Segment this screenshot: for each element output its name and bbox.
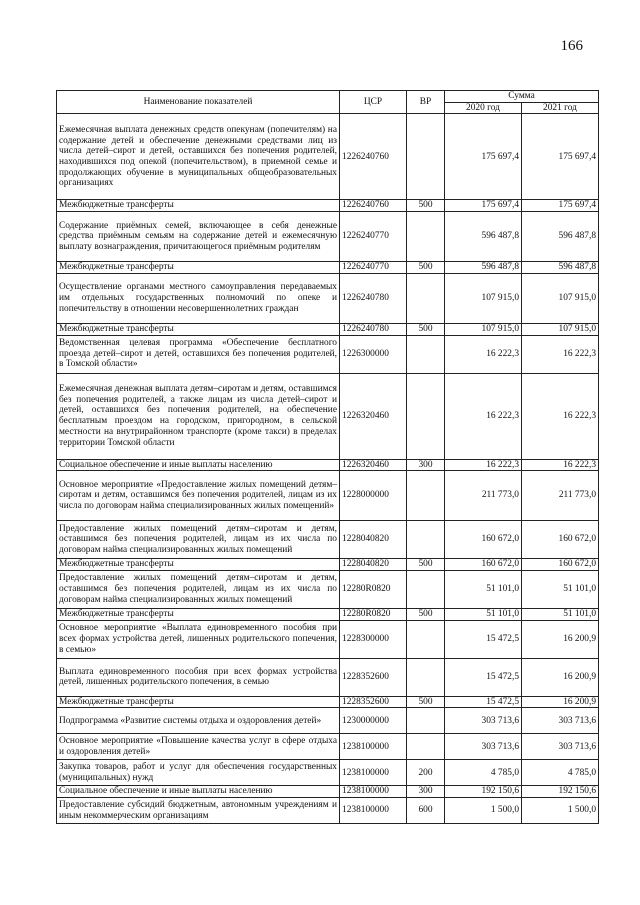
row-name-cell: Предоставление жилых помещений детям–сиротам и детям, оставшимся без попечения родителей, лицам из их числа по договорам найма специализированных жилых помещений	[57, 571, 340, 609]
row-name-cell: Ежемесячная денежная выплата детям–сиротам и детям, оставшимся без попечения родителей, а также лицам из числа детей–сирот и детей, оставшихся без попечения родителей, на обеспечение бесплатным проездом на городском, пригородном, в сельской местности на внутрирайонном транспорте (кроме такси) в пределах территории Томской области	[57, 373, 340, 459]
row-2021-cell: 160 672,0	[522, 521, 599, 559]
row-csr-cell: 1228352600	[340, 696, 407, 708]
row-2020-cell: 303 713,6	[445, 734, 522, 760]
row-name-cell: Основное мероприятие «Повышение качества услуг в сфере отдыха и оздоровления детей»	[57, 734, 340, 760]
row-vr-cell	[407, 521, 445, 559]
row-2020-cell: 16 222,3	[445, 459, 522, 471]
row-2020-cell: 160 672,0	[445, 559, 522, 571]
row-2020-cell: 15 472,5	[445, 658, 522, 696]
row-vr-cell	[407, 373, 445, 459]
table-row	[57, 114, 599, 200]
row-2021-cell: 160 672,0	[522, 559, 599, 571]
row-name-cell: Основное мероприятие «Выплата единовременного пособия при всех формах устройства детей, лишенных родительского попечения, в семью»	[57, 620, 340, 658]
row-vr-cell: 500	[407, 609, 445, 621]
row-vr-cell	[407, 571, 445, 609]
row-2020-cell: 596 487,8	[445, 262, 522, 274]
row-name-cell: Предоставление жилых помещений детям–сиротам и детям, оставшимся без попечения родителей, лицам из их числа по договорам найма специализированных жилых помещений	[57, 521, 340, 559]
table-row	[57, 760, 599, 786]
row-name-cell: Социальное обеспечение и иные выплаты населению	[57, 459, 340, 471]
row-csr-cell: 1238100000	[340, 798, 407, 824]
header-name: Наименование показателей	[57, 91, 340, 114]
table-row	[57, 212, 599, 262]
row-2020-cell: 596 487,8	[445, 212, 522, 262]
table-row	[57, 262, 599, 274]
row-vr-cell	[407, 273, 445, 323]
row-name-cell: Межбюджетные трансферты	[57, 200, 340, 212]
row-csr-cell: 1238100000	[340, 760, 407, 786]
row-vr-cell: 500	[407, 696, 445, 708]
row-vr-cell: 200	[407, 760, 445, 786]
table-row	[57, 273, 599, 323]
row-2021-cell: 303 713,6	[522, 708, 599, 734]
table-row	[57, 609, 599, 621]
row-2021-cell: 16 200,9	[522, 620, 599, 658]
header-year-2020: 2020 год	[445, 102, 522, 114]
row-2021-cell: 175 697,4	[522, 200, 599, 212]
table-row	[57, 696, 599, 708]
row-name-cell: Закупка товаров, работ и услуг для обеспечения государственных (муниципальных) нужд	[57, 760, 340, 786]
row-vr-cell: 300	[407, 786, 445, 798]
row-2021-cell: 16 222,3	[522, 373, 599, 459]
table-row	[57, 786, 599, 798]
row-vr-cell: 600	[407, 798, 445, 824]
row-2020-cell: 15 472,5	[445, 696, 522, 708]
table-row	[57, 798, 599, 824]
row-2021-cell: 1 500,0	[522, 798, 599, 824]
table-row	[57, 658, 599, 696]
row-2021-cell: 596 487,8	[522, 262, 599, 274]
row-name-cell: Ежемесячная выплата денежных средств опекунам (попечителям) на содержание детей и обеспечение денежными средствами лиц из числа детей–сирот и детей, оставшихся без попечения родителей, находившихся под опекой (попечительством), в приемной семье и продолжающих обучение в муниципальных общеобразовательных организациях	[57, 114, 340, 200]
page-number: 166	[560, 38, 583, 54]
row-csr-cell: 1226240770	[340, 262, 407, 274]
row-csr-cell: 1230000000	[340, 708, 407, 734]
row-csr-cell: 1228040820	[340, 521, 407, 559]
row-name-cell: Межбюджетные трансферты	[57, 262, 340, 274]
row-csr-cell: 12280R0820	[340, 609, 407, 621]
row-2020-cell: 4 785,0	[445, 760, 522, 786]
row-2021-cell: 16 200,9	[522, 658, 599, 696]
row-vr-cell: 500	[407, 559, 445, 571]
row-2021-cell: 107 915,0	[522, 273, 599, 323]
row-2020-cell: 16 222,3	[445, 373, 522, 459]
row-2021-cell: 16 200,9	[522, 696, 599, 708]
row-2021-cell: 596 487,8	[522, 212, 599, 262]
row-vr-cell: 500	[407, 200, 445, 212]
row-2020-cell: 51 101,0	[445, 609, 522, 621]
row-csr-cell: 1226300000	[340, 335, 407, 373]
row-vr-cell	[407, 335, 445, 373]
row-vr-cell	[407, 114, 445, 200]
row-csr-cell: 1226320460	[340, 373, 407, 459]
row-csr-cell: 12280R0820	[340, 571, 407, 609]
table-row	[57, 559, 599, 571]
row-name-cell: Ведомственная целевая программа «Обеспечение бесплатного проезда детей–сирот и детей, оставшихся без попечения родителей, в Томской области»	[57, 335, 340, 373]
row-name-cell: Подпрограмма «Развитие системы отдыха и оздоровления детей»	[57, 708, 340, 734]
row-csr-cell: 1238100000	[340, 786, 407, 798]
row-2020-cell: 211 773,0	[445, 471, 522, 521]
budget-table	[56, 90, 599, 824]
row-2020-cell: 16 222,3	[445, 335, 522, 373]
row-name-cell: Основное мероприятие «Предоставление жилых помещений детям–сиротам и детям, оставшимся без попечения родителей, лицам из их числа по договорам найма специализированных жилых помещений»	[57, 471, 340, 521]
table-row	[57, 571, 599, 609]
row-csr-cell: 1228000000	[340, 471, 407, 521]
row-2020-cell: 107 915,0	[445, 323, 522, 335]
row-vr-cell	[407, 471, 445, 521]
row-2020-cell: 51 101,0	[445, 571, 522, 609]
row-2020-cell: 15 472,5	[445, 620, 522, 658]
table-row	[57, 200, 599, 212]
row-2020-cell: 192 150,6	[445, 786, 522, 798]
table-row	[57, 459, 599, 471]
row-2020-cell: 175 697,4	[445, 114, 522, 200]
row-vr-cell: 300	[407, 459, 445, 471]
table-body	[57, 114, 599, 824]
row-vr-cell	[407, 212, 445, 262]
row-vr-cell: 500	[407, 262, 445, 274]
row-vr-cell	[407, 708, 445, 734]
row-csr-cell: 1226240780	[340, 323, 407, 335]
row-2020-cell: 303 713,6	[445, 708, 522, 734]
row-name-cell: Межбюджетные трансферты	[57, 696, 340, 708]
table-row	[57, 521, 599, 559]
row-csr-cell: 1226240780	[340, 273, 407, 323]
table-row	[57, 373, 599, 459]
row-vr-cell: 500	[407, 323, 445, 335]
row-2021-cell: 4 785,0	[522, 760, 599, 786]
row-name-cell: Выплата единовременного пособия при всех формах устройства детей, лишенных родительского попечения, в семью	[57, 658, 340, 696]
row-csr-cell: 1226320460	[340, 459, 407, 471]
row-csr-cell: 1226240770	[340, 212, 407, 262]
table-row	[57, 620, 599, 658]
row-2020-cell: 160 672,0	[445, 521, 522, 559]
header-year-2021: 2021 год	[522, 102, 599, 114]
row-name-cell: Межбюджетные трансферты	[57, 323, 340, 335]
row-2021-cell: 175 697,4	[522, 114, 599, 200]
row-2021-cell: 211 773,0	[522, 471, 599, 521]
table-row	[57, 323, 599, 335]
row-vr-cell	[407, 734, 445, 760]
row-2021-cell: 16 222,3	[522, 335, 599, 373]
row-2021-cell: 51 101,0	[522, 609, 599, 621]
row-csr-cell: 1238100000	[340, 734, 407, 760]
row-name-cell: Социальное обеспечение и иные выплаты населению	[57, 786, 340, 798]
table-row	[57, 708, 599, 734]
row-2021-cell: 51 101,0	[522, 571, 599, 609]
row-2021-cell: 303 713,6	[522, 734, 599, 760]
row-csr-cell: 1226240760	[340, 114, 407, 200]
table-row	[57, 471, 599, 521]
row-name-cell: Межбюджетные трансферты	[57, 559, 340, 571]
row-name-cell: Предоставление субсидий бюджетным, автономным учреждениям и иным некоммерческим организациям	[57, 798, 340, 824]
row-name-cell: Межбюджетные трансферты	[57, 609, 340, 621]
row-vr-cell	[407, 620, 445, 658]
row-name-cell: Содержание приёмных семей, включающее в себя денежные средства приёмным семьям на содержание детей и ежемесячную выплату вознаграждения, причитающегося приёмным родителям	[57, 212, 340, 262]
row-2020-cell: 107 915,0	[445, 273, 522, 323]
row-csr-cell: 1228352600	[340, 658, 407, 696]
row-csr-cell: 1228300000	[340, 620, 407, 658]
row-2021-cell: 16 222,3	[522, 459, 599, 471]
header-vr: ВР	[407, 91, 445, 114]
row-2021-cell: 192 150,6	[522, 786, 599, 798]
row-vr-cell	[407, 658, 445, 696]
row-csr-cell: 1228040820	[340, 559, 407, 571]
header-csr: ЦСР	[340, 91, 407, 114]
table-row	[57, 734, 599, 760]
row-2020-cell: 175 697,4	[445, 200, 522, 212]
header-sum: Сумма	[445, 91, 599, 103]
row-2020-cell: 1 500,0	[445, 798, 522, 824]
row-name-cell: Осуществление органами местного самоуправления передаваемых им отдельных государственных полномочий по опеке и попечительству в отношении несовершеннолетних граждан	[57, 273, 340, 323]
row-2021-cell: 107 915,0	[522, 323, 599, 335]
table-row	[57, 335, 599, 373]
row-csr-cell: 1226240760	[340, 200, 407, 212]
